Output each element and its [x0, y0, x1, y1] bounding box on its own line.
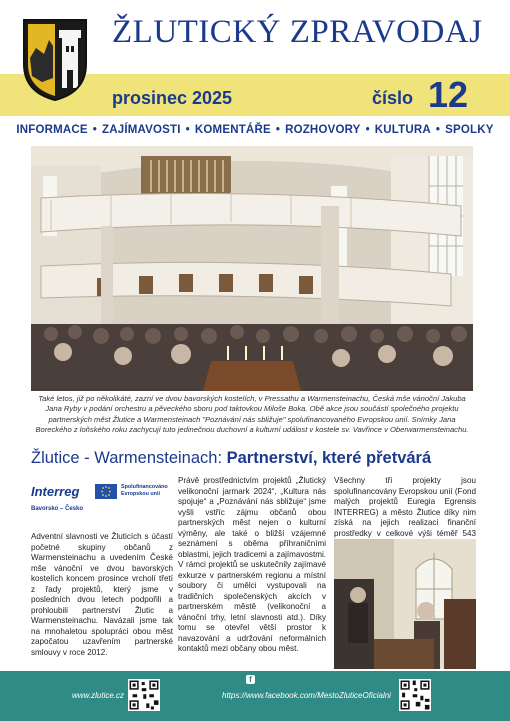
article-column-2: Právě prostřednictvím projektů „Žlutický velikonoční jarmark 2024“, „Kultura nás spojuje“ a „Poznávání nás sbližuje“ jsme vyšli vstříc zájmu občanů obou partnerských měst nejen o kulturní výměny, ale také o bližší vzájemné seznámení s oběma příhraničními oblastmi, jejich tradicemi a zajímavostmi. V rámci projektů se uskutečnily zajímavé exkurze v partnerském regionu a místní soubory či umělci vystupovali na tradičních společenských akcích v partnerském městě (velikonoční a vánoční trhy, letní slavnosti atd.). Díky tomu se otevřel větší prostor k navazování a udržování neformálních kontaktů mezi občany obou měst. — [178, 476, 326, 653]
issue-date: prosinec 2025 — [112, 88, 233, 108]
category-kultura[interactable]: KULTURA — [374, 124, 431, 136]
photo-caption: Také letos, již po několikáté, zazní ve dvou bavorských kostelích, v Pressathu a Warmensteinachu, Česká mše vánoční Jakuba Jana Ryby v podání orchestru a pěveckého sboru pod taktovkou Miloše Boka. Obě akce jsou součástí společného projektu partnerských měst Žlutice a Warmensteinach "Poznávání nás sbližuje" spolufinancovaného Evropskou unií. Snímky Jana Boreckého z loňského roku zachycují tuto jedinečnou duchovní a kulturní událost v kostele sv. Vavřince v Oberwarmensteinachu. — [35, 394, 469, 435]
facebook-link[interactable]: https://www.facebook.com/MestoZluticeOficialni — [222, 691, 391, 700]
website-link[interactable]: www.zlutice.cz — [72, 691, 125, 700]
category-separator: • — [275, 124, 281, 136]
region-label: Bavorsko – Česko — [31, 506, 84, 512]
coat-of-arms-icon — [22, 18, 88, 102]
category-spolky[interactable]: SPOLKY — [445, 124, 494, 136]
article-column-1: Adventní slavnosti ve Žluticích s účastí početné skupiny občanů z Warmensteinachu a uvedením České mše vánoční ve dvou bavorských kostelích koncem prosince vrcholí třetí z řady projektů, který jsme v posledních dvou letech podpořili a prohloubili partnerství Žlutic a Warmensteinachu. Navázali jsme tak na mnohaletou spolupráci obou měst započatou uzavřením partnerské smlouvy v roce 2012. — [31, 532, 173, 657]
masthead — [0, 0, 510, 115]
headline-places: Žlutice - Warmensteinach: — [31, 449, 227, 467]
category-separator: • — [92, 124, 97, 136]
facebook-icon[interactable]: f — [246, 675, 255, 684]
category-separator: • — [435, 124, 441, 136]
article-headline — [31, 449, 491, 468]
category-informace[interactable]: INFORMACE — [16, 124, 88, 136]
category-zajimavosti[interactable]: ZAJÍMAVOSTI — [102, 124, 181, 136]
interreg-logo: Interreg — [31, 484, 80, 499]
issue-number: 12 — [428, 74, 469, 115]
church-concert-photo — [334, 539, 476, 669]
article-column-3: Všechny tři projekty jsou spolufinancovány Evropskou unií (Fond malých projektů Euregia Egrensis INTERREG) a město Žlutice díky nim získá na jejich realizaci finanční prostředky v celkové výši téměř 543 — [334, 476, 476, 538]
issue-label: číslo — [372, 88, 414, 108]
headline-main: Partnerství, které přetvárá — [226, 449, 432, 467]
funding-logos — [31, 476, 175, 526]
category-separator: • — [185, 124, 190, 136]
qr-code-icon — [399, 679, 431, 711]
category-komentare[interactable]: KOMENTÁŘE — [194, 124, 271, 136]
eu-flag-icon — [95, 484, 117, 499]
qr-code-icon — [128, 679, 160, 711]
category-bar — [0, 124, 510, 136]
church-interior-photo — [31, 146, 473, 391]
category-rozhovory[interactable]: ROZHOVORY — [285, 124, 361, 136]
newspaper-title: ŽLUTICKÝ ZPRAVODAJ — [112, 14, 483, 50]
page-footer — [0, 671, 510, 721]
eu-cofunded-text: Spolufinancováno Evropskou unií — [121, 484, 168, 497]
category-separator: • — [365, 124, 370, 136]
